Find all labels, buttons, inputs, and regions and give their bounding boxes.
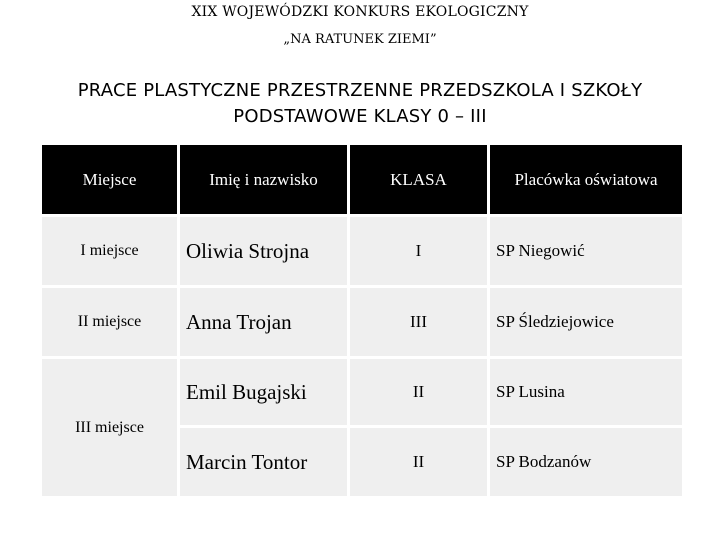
column-header-name: Imię i nazwisko bbox=[180, 145, 347, 214]
row2-school: SP Śledziejowice bbox=[490, 288, 682, 356]
row2-class: III bbox=[350, 288, 487, 356]
row3-place-merged: III miejsce bbox=[42, 359, 177, 496]
category-title-line2: PODSTAWOWE KLASY 0 – III bbox=[233, 106, 487, 127]
category-title bbox=[40, 78, 680, 130]
column-header-school: Placówka oświatowa bbox=[490, 145, 682, 214]
row3-class: II bbox=[350, 359, 487, 425]
row1-name: Oliwia Strojna bbox=[180, 217, 347, 285]
row4-school: SP Bodzanów bbox=[490, 428, 682, 496]
row4-class: II bbox=[350, 428, 487, 496]
row2-place: II miejsce bbox=[42, 288, 177, 356]
row2-name: Anna Trojan bbox=[180, 288, 347, 356]
contest-motto: „NA RATUNEK ZIEMI” bbox=[283, 32, 437, 47]
row3-school: SP Lusina bbox=[490, 359, 682, 425]
row3-name: Emil Bugajski bbox=[180, 359, 347, 425]
category-title-line1: PRACE PLASTYCZNE PRZESTRZENNE PRZEDSZKOLA I SZKOŁY bbox=[77, 80, 643, 101]
results-table bbox=[42, 145, 682, 496]
column-header-class: KLASA bbox=[350, 145, 487, 214]
row1-place: I miejsce bbox=[42, 217, 177, 285]
column-header-place: Miejsce bbox=[42, 145, 177, 214]
row1-school: SP Niegowić bbox=[490, 217, 682, 285]
contest-title: XIX WOJEWÓDZKI KONKURS EKOLOGICZNY bbox=[191, 4, 529, 20]
row1-class: I bbox=[350, 217, 487, 285]
row4-name: Marcin Tontor bbox=[180, 428, 347, 496]
